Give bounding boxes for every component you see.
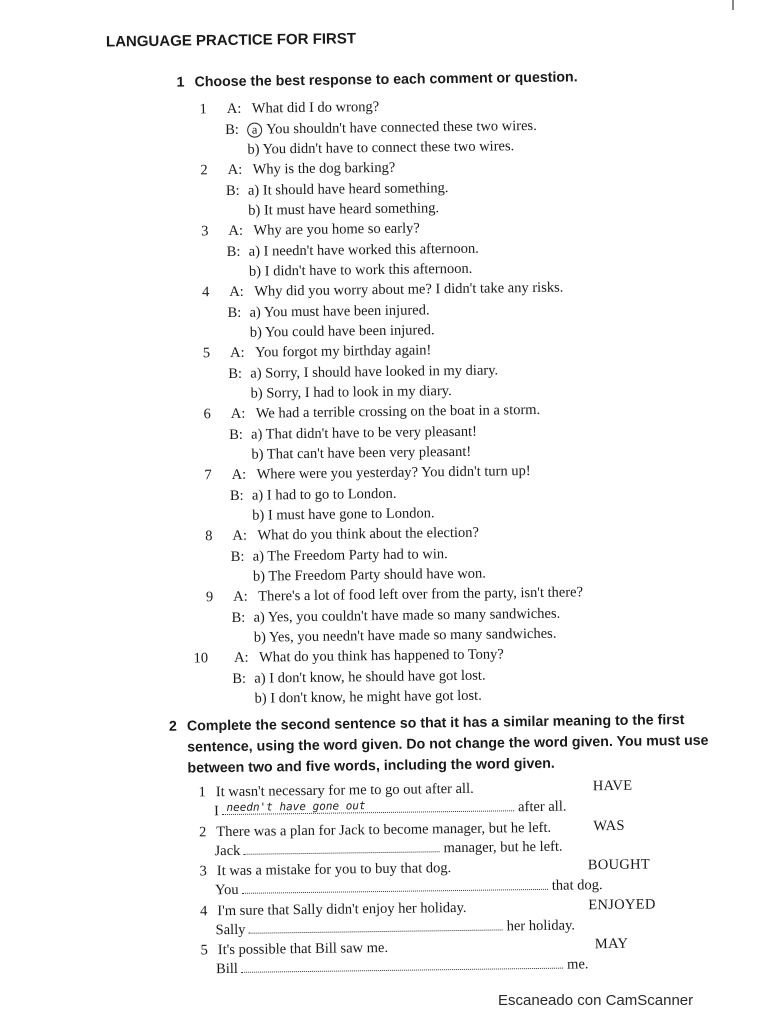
answer-end: manager, but he left.	[443, 838, 562, 856]
speaker-b-label: B:	[226, 180, 240, 200]
option-text: b) Yes, you needn't have made so many sandwiches.	[254, 624, 557, 648]
speaker-a-label: A:	[229, 282, 244, 302]
question-number: 5	[196, 941, 208, 960]
answer-line	[216, 955, 589, 979]
question-number: 10	[186, 648, 208, 668]
option-text: a) That didn't have to be very pleasant!	[251, 421, 477, 444]
speaker-a-label: A:	[232, 465, 247, 485]
answer-start: Jack	[214, 842, 240, 858]
option-text: b) That can't have been very pleasant!	[251, 442, 471, 465]
keyword-label: MAY	[595, 936, 629, 953]
keyword-label: HAVE	[593, 778, 633, 796]
speaker-a-label: A:	[227, 99, 242, 119]
keyword-label: ENJOYED	[588, 896, 656, 914]
speaker-b-label: B:	[232, 668, 246, 688]
speaker-b-label: B:	[231, 607, 245, 627]
answer-end: that dog.	[552, 877, 603, 894]
question-number: 3	[195, 862, 207, 881]
comment-text: We had a terrible crossing on the boat in a storm.	[256, 400, 541, 424]
answer-end: her holiday.	[507, 917, 576, 934]
question-number: 1	[185, 99, 207, 119]
question-number: 1	[194, 783, 206, 802]
answer-blank[interactable]	[222, 798, 514, 815]
exercise-instruction: Choose the best response to each comment or question.	[194, 69, 577, 90]
answer-blank[interactable]	[241, 956, 563, 973]
answer-start: You	[215, 882, 239, 898]
speaker-b-label: B:	[227, 302, 241, 322]
question-number: 8	[190, 526, 212, 546]
scanner-watermark: Escaneado con CamScanner	[498, 992, 693, 1009]
question-number: 2	[194, 823, 206, 842]
comment-text: What do you think has happened to Tony?	[259, 644, 504, 667]
answer-line	[214, 798, 567, 822]
option-text: a) It should have heard something.	[248, 178, 449, 201]
answer-start: I	[214, 803, 219, 819]
option-text: b) You could have been injured.	[250, 320, 435, 342]
speaker-b-label: B:	[225, 119, 239, 139]
option-text: a) Yes, you couldn't have made so many sandwiches.	[253, 603, 560, 627]
speaker-b-label: B:	[227, 241, 241, 261]
exercise-2-heading	[187, 709, 728, 779]
option-text: b) You didn't have to connect these two wires.	[247, 136, 514, 159]
keyword-label: BOUGHT	[588, 856, 650, 874]
question-number: 3	[186, 221, 208, 241]
option-text: b) It must have heard something.	[248, 198, 439, 220]
comment-text: You forgot my birthday again!	[255, 340, 432, 362]
answer-start: Bill	[216, 961, 238, 977]
option-text: a) You must have been injured.	[249, 300, 429, 322]
comment-text: What do you think about the election?	[257, 523, 479, 546]
speaker-b-label: B:	[231, 546, 245, 566]
question-number: 9	[191, 587, 213, 607]
comment-text: Why are you home so early?	[253, 218, 420, 240]
scan-edge-mark	[732, 0, 734, 10]
question-number: 6	[189, 404, 211, 424]
comment-text: Where were you yesterday? You didn't turn up!	[257, 461, 531, 485]
transform-source-sentence	[218, 939, 388, 960]
page-title: LANGUAGE PRACTICE FOR FIRST	[106, 30, 356, 50]
option-text: You shouldn't have connected these two wires.	[266, 117, 537, 137]
exercise-2-items	[0, 0, 761, 5]
option-text: b) I must have gone to London.	[252, 503, 435, 525]
speaker-b-label: B:	[228, 363, 242, 383]
question-number: 7	[190, 465, 212, 485]
speaker-a-label: A:	[234, 648, 249, 668]
option-text: b) I didn't have to work this afternoon.	[249, 259, 473, 282]
speaker-b-label: B:	[230, 485, 244, 505]
option-text: a) I had to go to London.	[252, 483, 397, 505]
option-text: a) Sorry, I should have looked in my diary.	[250, 360, 498, 383]
speaker-a-label: A:	[231, 404, 246, 424]
handwritten-answer: needn't have gone out	[226, 796, 365, 817]
comment-text: What did I do wrong?	[252, 97, 380, 119]
question-number: 4	[187, 282, 209, 302]
answer-line	[214, 837, 562, 861]
question-number: 4	[195, 902, 207, 921]
answer-line	[215, 876, 603, 900]
speaker-a-label: A:	[233, 587, 248, 607]
answer-start: Sally	[216, 921, 246, 937]
option-text: b) Sorry, I had to look in my diary.	[250, 381, 451, 404]
answer-blank[interactable]	[244, 839, 440, 855]
answer-line	[215, 916, 575, 940]
speaker-a-label: A:	[230, 343, 245, 363]
answer-blank[interactable]	[249, 917, 503, 933]
option-text: a) The Freedom Party had to win.	[253, 544, 448, 567]
speaker-b-label: B:	[229, 424, 243, 444]
answer-end: me.	[567, 956, 589, 972]
sentence-text: It's possible that Bill saw me.	[218, 940, 388, 958]
answer-blank[interactable]	[242, 877, 548, 894]
exercise-1-items	[0, 0, 761, 5]
answer-end: after all.	[518, 799, 567, 816]
circled-answer-mark: a	[247, 122, 262, 137]
sentence-text: I'm sure that Sally didn't enjoy her holiday.	[217, 899, 466, 918]
comment-text: Why is the dog barking?	[253, 158, 396, 180]
sentence-text: It wasn't necessary for me to go out after all.	[216, 781, 474, 800]
sentence-text: There was a plan for Jack to become manager, but he left.	[216, 819, 551, 839]
exercise-instruction: Complete the second sentence so that it has a similar meaning to the first sentence, using the word given. Do not change the word given. You must use between two and five words, including the word given.	[187, 712, 709, 777]
exercise-number: 1	[176, 73, 184, 94]
comment-text: There's a lot of food left over from the party, isn't there?	[258, 582, 583, 606]
exercise-1-heading	[194, 67, 577, 93]
question-number: 5	[188, 343, 210, 363]
keyword-label: WAS	[593, 817, 625, 834]
question-number: 2	[186, 160, 208, 180]
option-text: b) The Freedom Party should have won.	[253, 564, 486, 587]
option-text: a) I don't know, he should have got lost.	[254, 665, 485, 688]
speaker-a-label: A:	[232, 526, 247, 546]
option-text: b) I don't know, he might have got lost.	[254, 686, 481, 709]
speaker-a-label: A:	[228, 160, 243, 180]
exercise-number: 2	[169, 717, 177, 738]
speaker-a-label: A:	[228, 221, 243, 241]
option-text: a) I needn't have worked this afternoon.	[249, 238, 479, 261]
sentence-text: It was a mistake for you to buy that dog.	[217, 860, 452, 879]
comment-text: Why did you worry about me? I didn't take any risks.	[254, 278, 563, 302]
